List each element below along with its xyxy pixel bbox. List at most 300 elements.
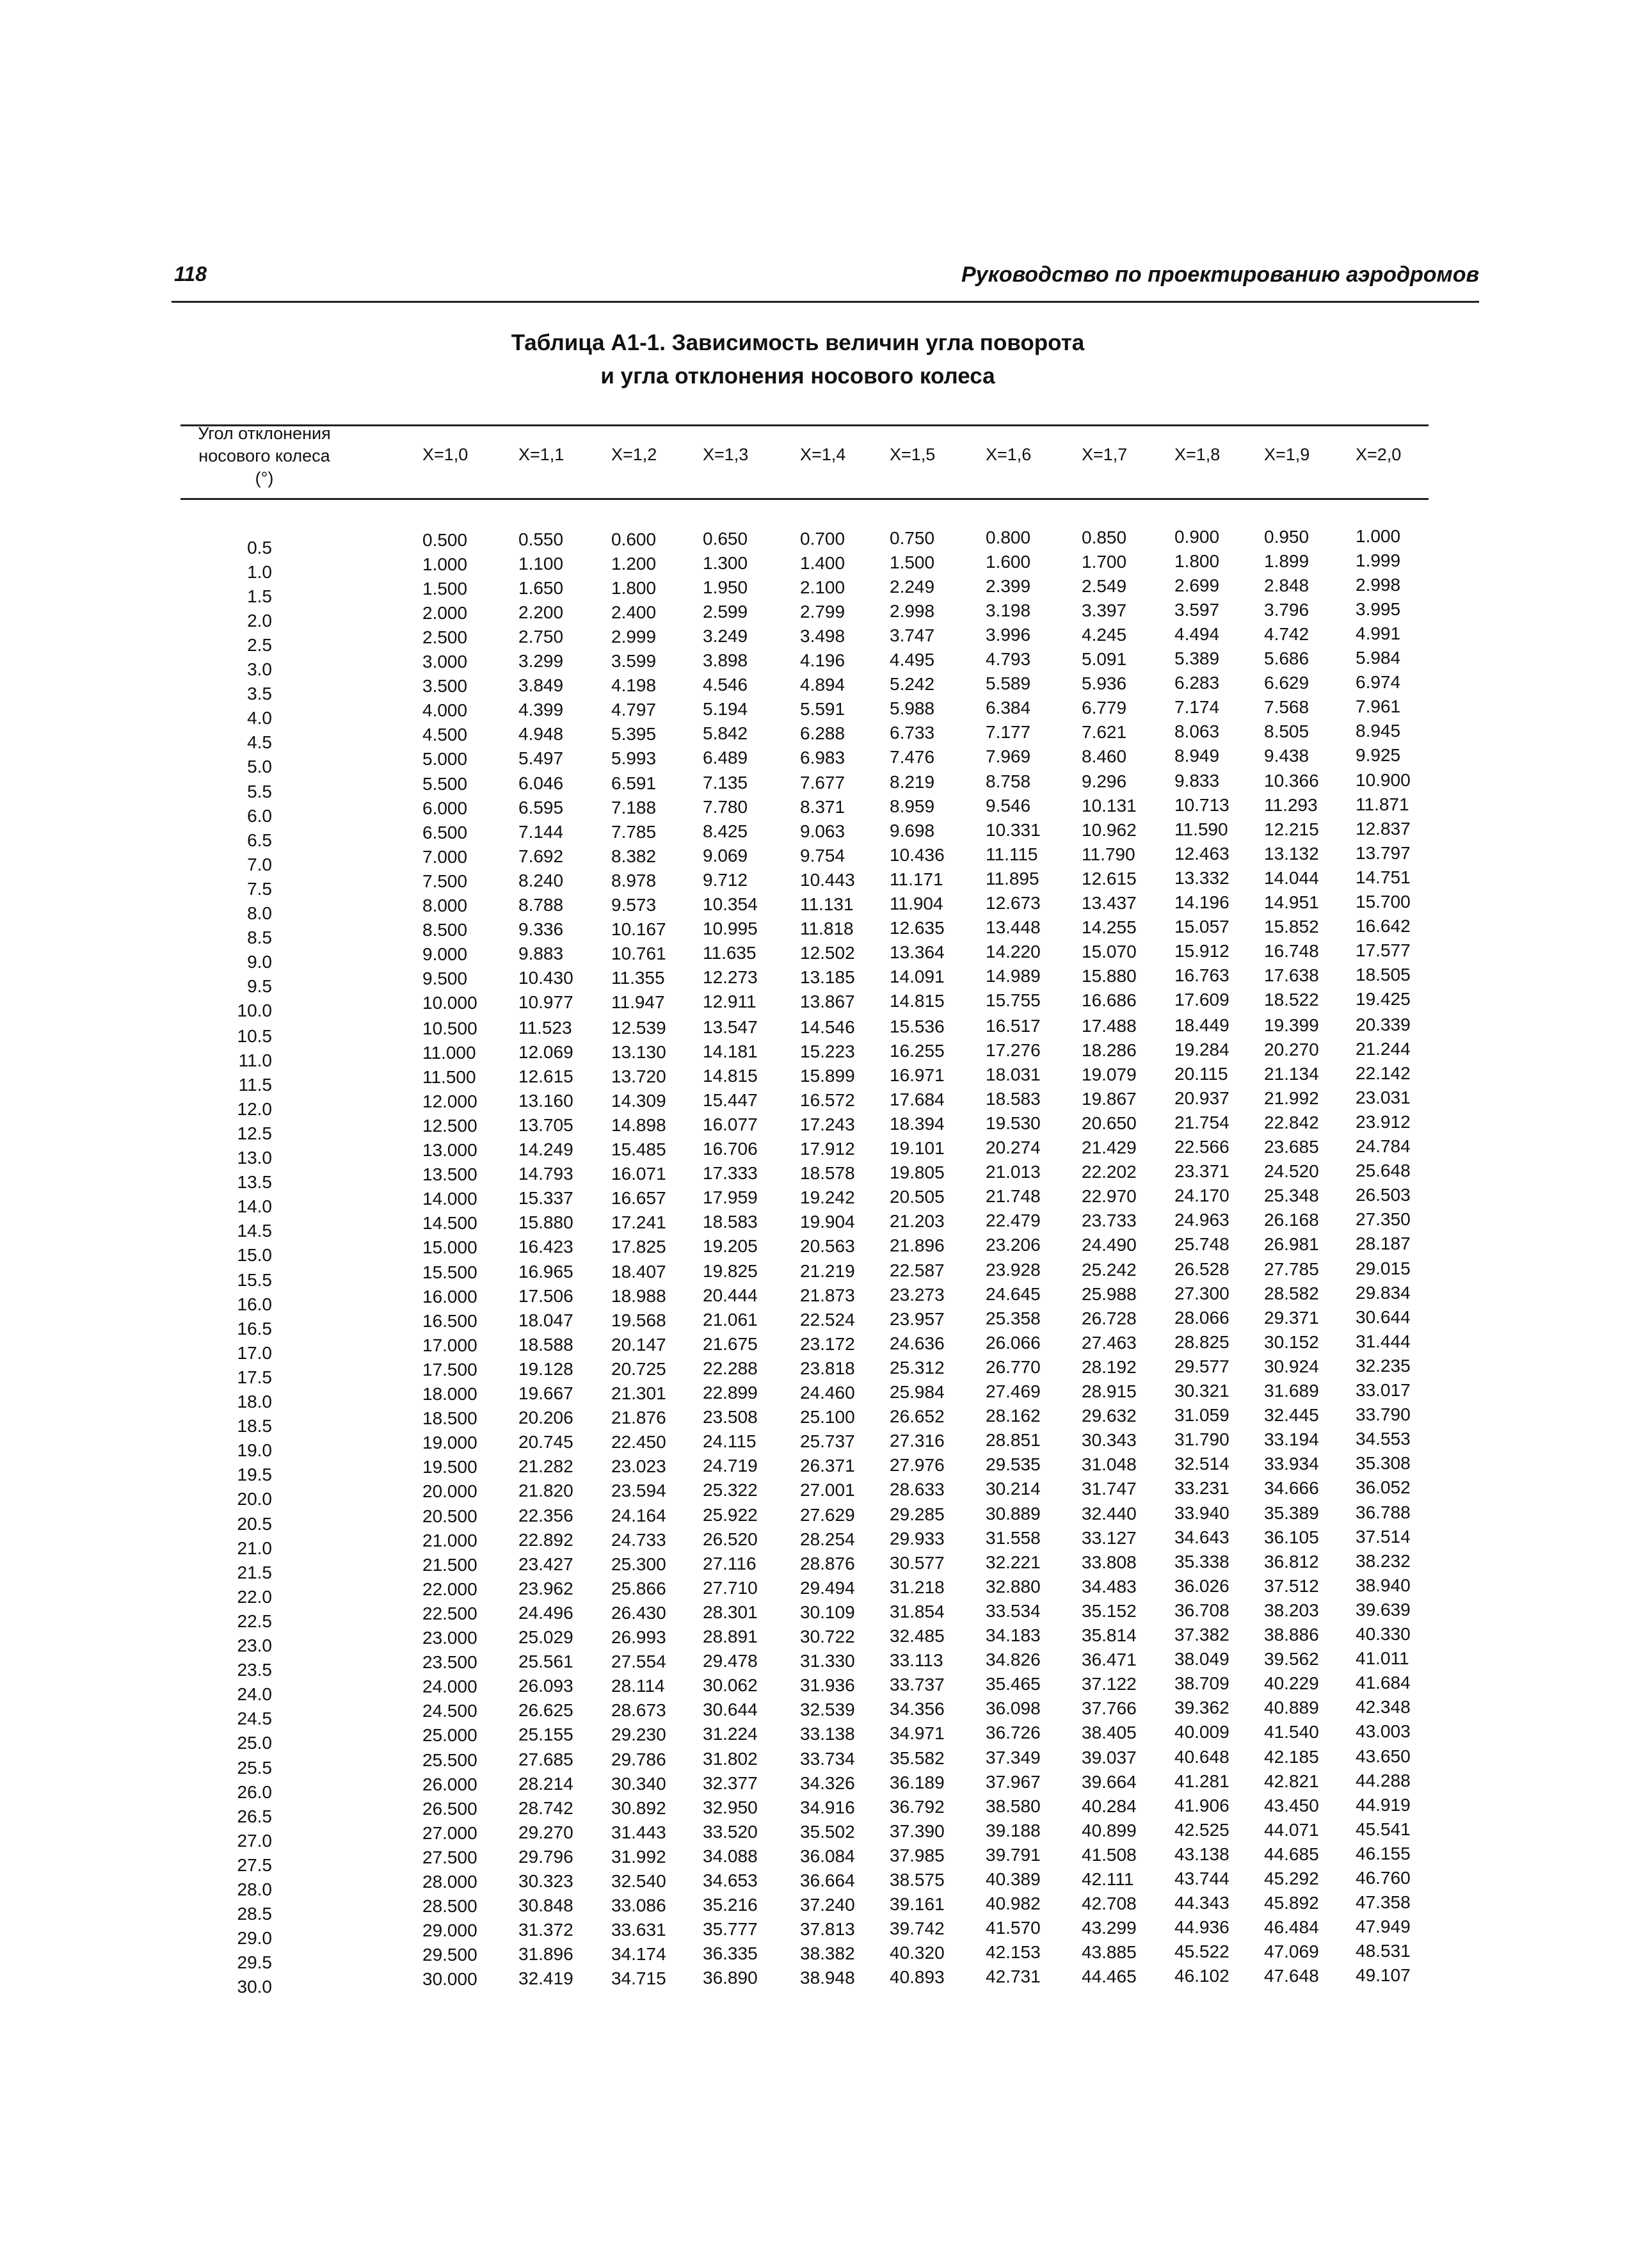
value-cell: 33.790 <box>1356 1404 1411 1424</box>
value-cell: 22.970 <box>1082 1186 1137 1206</box>
value-cell: 24.719 <box>703 1456 758 1476</box>
value-cell: 10.000 <box>422 993 477 1013</box>
value-cell: 10.436 <box>890 845 945 865</box>
value-cell: 39.362 <box>1174 1698 1230 1718</box>
value-cell: 20.505 <box>890 1187 945 1207</box>
page-number: 118 <box>174 262 207 286</box>
value-cell: 27.685 <box>518 1749 573 1770</box>
value-cell: 21.219 <box>800 1260 855 1281</box>
column-header: X=1,4 <box>800 445 846 464</box>
value-cell: 37.512 <box>1264 1575 1319 1596</box>
value-cell: 31.936 <box>800 1675 855 1695</box>
value-cell: 43.885 <box>1082 1942 1137 1962</box>
value-cell: 4.245 <box>1082 624 1127 645</box>
running-title: Руководство по проектированию аэродромов <box>961 262 1479 287</box>
value-cell: 37.985 <box>890 1846 945 1865</box>
value-cell: 3.397 <box>1082 600 1127 620</box>
value-cell: 49.107 <box>1356 1965 1411 1985</box>
value-cell: 44.288 <box>1356 1771 1411 1790</box>
value-cell: 28.825 <box>1174 1332 1230 1353</box>
column-header: X=1,9 <box>1264 445 1310 464</box>
value-cell: 24.784 <box>1356 1136 1411 1156</box>
value-cell: 31.218 <box>890 1577 945 1597</box>
value-cell: 7.144 <box>518 822 564 842</box>
value-cell: 19.867 <box>1082 1088 1137 1109</box>
value-cell: 44.343 <box>1174 1893 1230 1913</box>
value-cell: 35.777 <box>703 1919 758 1940</box>
value-cell: 16.071 <box>611 1163 666 1184</box>
value-cell: 22.842 <box>1264 1112 1319 1132</box>
value-cell: 27.001 <box>800 1479 855 1500</box>
value-cell: 28.162 <box>986 1406 1041 1426</box>
angle-cell: 19.0 <box>237 1440 272 1460</box>
value-cell: 42.731 <box>986 1966 1041 1987</box>
value-cell: 42.348 <box>1356 1697 1411 1717</box>
value-cell: 16.657 <box>611 1187 666 1208</box>
value-cell: 17.506 <box>518 1286 573 1307</box>
value-cell: 9.925 <box>1356 745 1401 765</box>
table-header-rule <box>180 498 1429 500</box>
value-cell: 8.371 <box>800 796 845 817</box>
value-cell: 5.000 <box>422 749 468 769</box>
value-cell: 40.320 <box>890 1943 945 1963</box>
value-cell: 43.744 <box>1174 1869 1230 1889</box>
value-cell: 36.471 <box>1082 1649 1137 1669</box>
value-cell: 3.299 <box>518 651 564 672</box>
value-cell: 28.214 <box>518 1774 573 1794</box>
value-cell: 29.478 <box>703 1651 758 1671</box>
value-cell: 32.540 <box>611 1870 666 1891</box>
value-cell: 43.450 <box>1264 1795 1319 1815</box>
value-cell: 1.000 <box>422 554 468 574</box>
angle-cell: 26.0 <box>237 1782 272 1802</box>
value-cell: 35.338 <box>1174 1552 1230 1572</box>
value-cell: 18.500 <box>422 1408 477 1428</box>
value-cell: 28.066 <box>1174 1308 1230 1328</box>
angle-cell: 25.5 <box>237 1758 272 1778</box>
value-cell: 30.321 <box>1174 1381 1230 1401</box>
value-cell: 32.514 <box>1174 1454 1230 1474</box>
value-cell: 14.815 <box>703 1066 758 1086</box>
value-cell: 13.500 <box>422 1164 477 1184</box>
angle-cell: 15.5 <box>237 1270 272 1290</box>
value-cell: 47.648 <box>1264 1965 1319 1986</box>
value-cell: 2.848 <box>1264 575 1310 595</box>
value-cell: 10.131 <box>1082 795 1137 816</box>
value-cell: 29.270 <box>518 1822 573 1843</box>
value-cell: 39.791 <box>986 1845 1041 1865</box>
value-cell: 36.788 <box>1356 1502 1411 1522</box>
value-cell: 29.577 <box>1174 1356 1230 1377</box>
value-cell: 33.086 <box>611 1895 666 1915</box>
value-cell: 13.448 <box>986 917 1041 938</box>
value-cell: 9.063 <box>800 821 845 841</box>
value-cell: 8.505 <box>1264 721 1310 741</box>
value-cell: 15.070 <box>1082 941 1137 961</box>
value-cell: 36.812 <box>1264 1551 1319 1572</box>
value-cell: 15.337 <box>518 1188 573 1209</box>
value-cell: 18.286 <box>1082 1040 1137 1060</box>
value-cell: 0.800 <box>986 527 1031 548</box>
value-cell: 15.912 <box>1174 941 1230 961</box>
value-cell: 0.500 <box>422 530 468 550</box>
value-cell: 8.219 <box>890 772 935 792</box>
value-cell: 45.522 <box>1174 1942 1230 1962</box>
value-cell: 40.982 <box>986 1894 1041 1914</box>
value-cell: 44.919 <box>1356 1795 1411 1815</box>
value-cell: 32.377 <box>703 1773 758 1794</box>
value-cell: 22.587 <box>890 1260 945 1280</box>
value-cell: 28.915 <box>1082 1381 1137 1401</box>
value-cell: 40.648 <box>1174 1747 1230 1767</box>
angle-cell: 12.0 <box>237 1099 272 1119</box>
value-cell: 39.161 <box>890 1894 945 1914</box>
value-cell: 16.572 <box>800 1090 855 1110</box>
value-cell: 7.621 <box>1082 721 1127 742</box>
value-cell: 34.971 <box>890 1723 945 1743</box>
value-cell: 6.288 <box>800 723 845 743</box>
value-cell: 21.754 <box>1174 1113 1230 1133</box>
value-cell: 1.000 <box>1356 526 1401 546</box>
value-cell: 35.216 <box>703 1895 758 1915</box>
value-cell: 23.023 <box>611 1456 666 1476</box>
value-cell: 32.419 <box>518 1968 573 1989</box>
value-cell: 27.785 <box>1264 1259 1319 1279</box>
value-cell: 7.000 <box>422 847 468 867</box>
value-cell: 20.147 <box>611 1334 666 1355</box>
value-cell: 1.200 <box>611 553 657 574</box>
value-cell: 25.561 <box>518 1652 573 1672</box>
value-cell: 3.898 <box>703 650 748 671</box>
value-cell: 47.949 <box>1356 1917 1411 1936</box>
value-cell: 12.215 <box>1264 819 1319 839</box>
column-header: X=1,0 <box>422 445 469 464</box>
value-cell: 30.644 <box>1356 1307 1411 1327</box>
value-cell: 29.500 <box>422 1945 477 1965</box>
value-cell: 2.998 <box>890 601 935 621</box>
value-cell: 39.664 <box>1082 1771 1137 1792</box>
value-cell: 29.632 <box>1082 1405 1137 1426</box>
value-cell: 39.639 <box>1356 1600 1411 1620</box>
value-cell: 42.111 <box>1082 1869 1134 1889</box>
value-cell: 18.394 <box>890 1114 945 1134</box>
value-cell: 34.553 <box>1356 1429 1411 1449</box>
value-cell: 32.445 <box>1264 1404 1319 1425</box>
value-cell: 34.088 <box>703 1846 758 1867</box>
value-cell: 4.198 <box>611 675 657 695</box>
value-cell: 25.988 <box>1082 1283 1137 1304</box>
value-cell: 23.685 <box>1264 1136 1319 1157</box>
value-cell: 18.047 <box>518 1310 573 1331</box>
value-cell: 11.818 <box>800 918 854 938</box>
value-cell: 38.049 <box>1174 1649 1230 1669</box>
value-cell: 23.928 <box>986 1260 1041 1280</box>
value-cell: 2.249 <box>890 577 935 597</box>
value-cell: 26.000 <box>422 1774 477 1794</box>
value-cell: 22.450 <box>611 1431 666 1452</box>
value-cell: 38.575 <box>890 1870 945 1890</box>
angle-cell: 29.5 <box>237 1952 272 1972</box>
value-cell: 29.494 <box>800 1577 855 1598</box>
value-cell: 14.500 <box>422 1213 477 1233</box>
value-cell: 5.591 <box>800 698 845 719</box>
value-cell: 16.971 <box>890 1065 945 1085</box>
value-cell: 30.577 <box>890 1553 945 1573</box>
value-cell: 28.301 <box>703 1602 758 1623</box>
value-cell: 32.235 <box>1356 1356 1411 1376</box>
value-cell: 24.496 <box>518 1603 573 1623</box>
value-cell: 12.673 <box>986 893 1041 913</box>
value-cell: 17.500 <box>422 1360 477 1379</box>
value-cell: 34.326 <box>800 1773 855 1793</box>
value-cell: 24.733 <box>611 1529 666 1550</box>
value-cell: 14.989 <box>986 966 1041 986</box>
value-cell: 1.500 <box>422 579 468 599</box>
value-cell: 34.826 <box>986 1650 1041 1670</box>
value-cell: 45.892 <box>1264 1892 1319 1913</box>
value-cell: 19.399 <box>1264 1015 1319 1035</box>
value-cell: 19.667 <box>518 1383 573 1404</box>
value-cell: 27.710 <box>703 1578 758 1598</box>
value-cell: 24.460 <box>800 1382 855 1403</box>
value-cell: 28.192 <box>1082 1356 1137 1377</box>
value-cell: 28.000 <box>422 1872 477 1892</box>
value-cell: 26.770 <box>986 1357 1041 1378</box>
value-cell: 26.625 <box>518 1700 573 1721</box>
value-cell: 14.815 <box>890 991 945 1011</box>
value-cell: 42.821 <box>1264 1771 1319 1791</box>
value-cell: 21.500 <box>422 1555 477 1575</box>
value-cell: 2.998 <box>1356 575 1401 595</box>
value-cell: 7.969 <box>986 746 1031 767</box>
value-cell: 8.945 <box>1356 721 1401 741</box>
value-cell: 21.134 <box>1264 1063 1319 1084</box>
value-cell: 8.959 <box>890 796 935 816</box>
value-cell: 34.174 <box>611 1943 666 1964</box>
value-cell: 5.242 <box>890 674 935 694</box>
value-cell: 28.742 <box>518 1798 573 1819</box>
value-cell: 22.202 <box>1082 1161 1137 1182</box>
value-cell: 44.465 <box>1082 1966 1137 1986</box>
angle-cell: 13.5 <box>237 1172 272 1192</box>
value-cell: 1.500 <box>890 552 935 572</box>
angle-cell: 23.5 <box>237 1660 272 1680</box>
value-cell: 13.132 <box>1264 843 1319 864</box>
value-cell: 1.950 <box>703 577 748 598</box>
value-cell: 13.000 <box>422 1140 477 1160</box>
value-cell: 28.633 <box>890 1479 945 1499</box>
value-cell: 1.100 <box>518 554 564 574</box>
value-cell: 31.896 <box>518 1944 573 1965</box>
value-cell: 18.522 <box>1264 989 1319 1009</box>
value-cell: 31.689 <box>1264 1380 1319 1401</box>
value-cell: 5.589 <box>986 673 1031 694</box>
value-cell: 40.893 <box>890 1967 945 1987</box>
value-cell: 17.000 <box>422 1335 477 1355</box>
angle-cell: 11.0 <box>238 1050 272 1070</box>
value-cell: 36.084 <box>800 1846 855 1866</box>
value-cell: 39.037 <box>1082 1747 1137 1767</box>
value-cell: 3.198 <box>986 600 1031 621</box>
value-cell: 38.940 <box>1356 1575 1411 1595</box>
stub-header-line1: Угол отклонения <box>198 424 331 443</box>
value-cell: 32.221 <box>986 1552 1041 1573</box>
value-cell: 44.071 <box>1264 1819 1319 1840</box>
value-cell: 0.700 <box>800 528 845 549</box>
value-cell: 42.525 <box>1174 1820 1230 1840</box>
value-cell: 23.000 <box>422 1628 477 1648</box>
value-cell: 10.500 <box>422 1018 477 1038</box>
value-cell: 15.700 <box>1356 892 1411 912</box>
value-cell: 9.883 <box>518 944 564 964</box>
value-cell: 36.335 <box>703 1943 758 1964</box>
value-cell: 29.834 <box>1356 1283 1411 1303</box>
value-cell: 13.364 <box>890 942 945 962</box>
value-cell: 16.423 <box>518 1237 573 1257</box>
value-cell: 40.389 <box>986 1869 1041 1890</box>
value-cell: 5.395 <box>611 723 657 744</box>
value-cell: 0.550 <box>518 529 564 550</box>
value-cell: 9.754 <box>800 845 845 865</box>
value-cell: 18.583 <box>703 1212 758 1232</box>
value-cell: 29.371 <box>1264 1307 1319 1328</box>
value-cell: 24.500 <box>422 1701 477 1721</box>
value-cell: 36.890 <box>703 1968 758 1988</box>
angle-cell: 15.0 <box>237 1245 272 1265</box>
value-cell: 17.276 <box>986 1040 1041 1061</box>
value-cell: 9.573 <box>611 894 657 915</box>
value-cell: 19.805 <box>890 1162 945 1182</box>
value-cell: 14.181 <box>703 1042 758 1062</box>
value-cell: 22.566 <box>1174 1137 1230 1157</box>
angle-cell: 24.0 <box>237 1684 272 1704</box>
value-cell: 8.460 <box>1082 746 1127 766</box>
value-cell: 14.091 <box>890 967 945 986</box>
value-cell: 23.818 <box>800 1358 855 1378</box>
value-cell: 4.494 <box>1174 624 1220 645</box>
angle-cell: 8.5 <box>247 928 272 947</box>
value-cell: 23.957 <box>890 1309 945 1329</box>
angle-cell: 29.0 <box>237 1928 272 1948</box>
value-cell: 16.517 <box>986 1016 1041 1036</box>
value-cell: 5.497 <box>518 748 564 769</box>
value-cell: 29.285 <box>890 1504 945 1524</box>
value-cell: 23.594 <box>611 1480 666 1500</box>
value-cell: 8.063 <box>1174 721 1220 742</box>
value-cell: 40.009 <box>1174 1722 1230 1742</box>
value-cell: 21.013 <box>986 1162 1041 1182</box>
value-cell: 11.131 <box>800 894 854 914</box>
value-cell: 46.155 <box>1356 1844 1411 1863</box>
value-cell: 23.508 <box>703 1407 758 1428</box>
value-cell: 23.273 <box>890 1285 945 1305</box>
angle-cell: 9.0 <box>247 952 272 972</box>
value-cell: 12.463 <box>1174 844 1230 864</box>
value-cell: 34.715 <box>611 1968 666 1988</box>
value-cell: 37.766 <box>1082 1698 1137 1718</box>
value-cell: 36.792 <box>890 1797 945 1817</box>
value-cell: 0.600 <box>611 529 657 549</box>
value-cell: 7.500 <box>422 871 468 891</box>
value-cell: 4.894 <box>800 674 845 695</box>
angle-cell: 11.5 <box>238 1075 272 1095</box>
value-cell: 9.296 <box>1082 771 1127 791</box>
value-cell: 1.700 <box>1082 551 1127 572</box>
angle-cell: 17.5 <box>237 1367 272 1387</box>
angle-cell: 8.0 <box>247 903 272 923</box>
angle-cell: 10.0 <box>237 1001 272 1020</box>
angle-cell: 21.5 <box>237 1563 272 1582</box>
value-cell: 38.709 <box>1174 1673 1230 1694</box>
value-cell: 41.684 <box>1356 1673 1411 1693</box>
value-cell: 21.244 <box>1356 1039 1411 1059</box>
value-cell: 42.708 <box>1082 1893 1137 1913</box>
value-cell: 18.505 <box>1356 965 1411 985</box>
value-cell: 7.785 <box>611 821 657 842</box>
value-cell: 38.886 <box>1264 1624 1319 1645</box>
value-cell: 43.299 <box>1082 1917 1137 1938</box>
value-cell: 29.796 <box>518 1847 573 1867</box>
value-cell: 25.866 <box>611 1578 666 1598</box>
value-cell: 33.127 <box>1082 1527 1137 1548</box>
value-cell: 11.635 <box>703 943 757 963</box>
angle-cell: 22.5 <box>237 1611 272 1631</box>
value-cell: 6.384 <box>986 698 1031 718</box>
value-cell: 6.489 <box>703 748 748 768</box>
value-cell: 3.796 <box>1264 599 1310 620</box>
value-cell: 4.500 <box>422 725 468 744</box>
value-cell: 26.500 <box>422 1799 477 1819</box>
value-cell: 4.793 <box>986 649 1031 670</box>
value-cell: 43.003 <box>1356 1721 1411 1741</box>
value-cell: 22.899 <box>703 1383 758 1403</box>
value-cell: 17.333 <box>703 1163 758 1184</box>
value-cell: 19.101 <box>890 1138 945 1158</box>
value-cell: 36.026 <box>1174 1576 1230 1596</box>
value-cell: 5.988 <box>890 698 935 718</box>
value-cell: 15.755 <box>986 990 1041 1011</box>
value-cell: 24.645 <box>986 1284 1041 1305</box>
value-cell: 11.355 <box>611 967 665 988</box>
value-cell: 13.867 <box>800 991 855 1011</box>
value-cell: 8.382 <box>611 846 657 866</box>
value-cell: 3.747 <box>890 625 935 645</box>
value-cell: 36.052 <box>1356 1477 1411 1497</box>
value-cell: 33.017 <box>1356 1380 1411 1400</box>
value-cell: 36.098 <box>986 1698 1041 1719</box>
angle-cell: 7.5 <box>247 879 272 899</box>
value-cell: 30.848 <box>518 1895 573 1916</box>
value-cell: 25.100 <box>800 1406 855 1427</box>
value-cell: 4.399 <box>518 700 564 720</box>
value-cell: 2.999 <box>611 626 657 647</box>
value-cell: 28.673 <box>611 1700 666 1720</box>
value-cell: 25.155 <box>518 1725 573 1745</box>
value-cell: 43.650 <box>1356 1746 1411 1766</box>
value-cell: 17.577 <box>1356 940 1411 960</box>
angle-cell: 24.5 <box>237 1709 272 1728</box>
value-cell: 27.300 <box>1174 1283 1230 1304</box>
value-cell: 2.549 <box>1082 575 1127 596</box>
value-cell: 3.500 <box>422 676 468 696</box>
value-cell: 10.713 <box>1174 795 1230 816</box>
value-cell: 39.562 <box>1264 1648 1319 1669</box>
value-cell: 14.249 <box>518 1139 573 1160</box>
value-cell: 25.984 <box>890 1382 945 1402</box>
value-cell: 7.476 <box>890 747 935 767</box>
value-cell: 28.254 <box>800 1529 855 1549</box>
value-cell: 13.547 <box>703 1017 758 1038</box>
